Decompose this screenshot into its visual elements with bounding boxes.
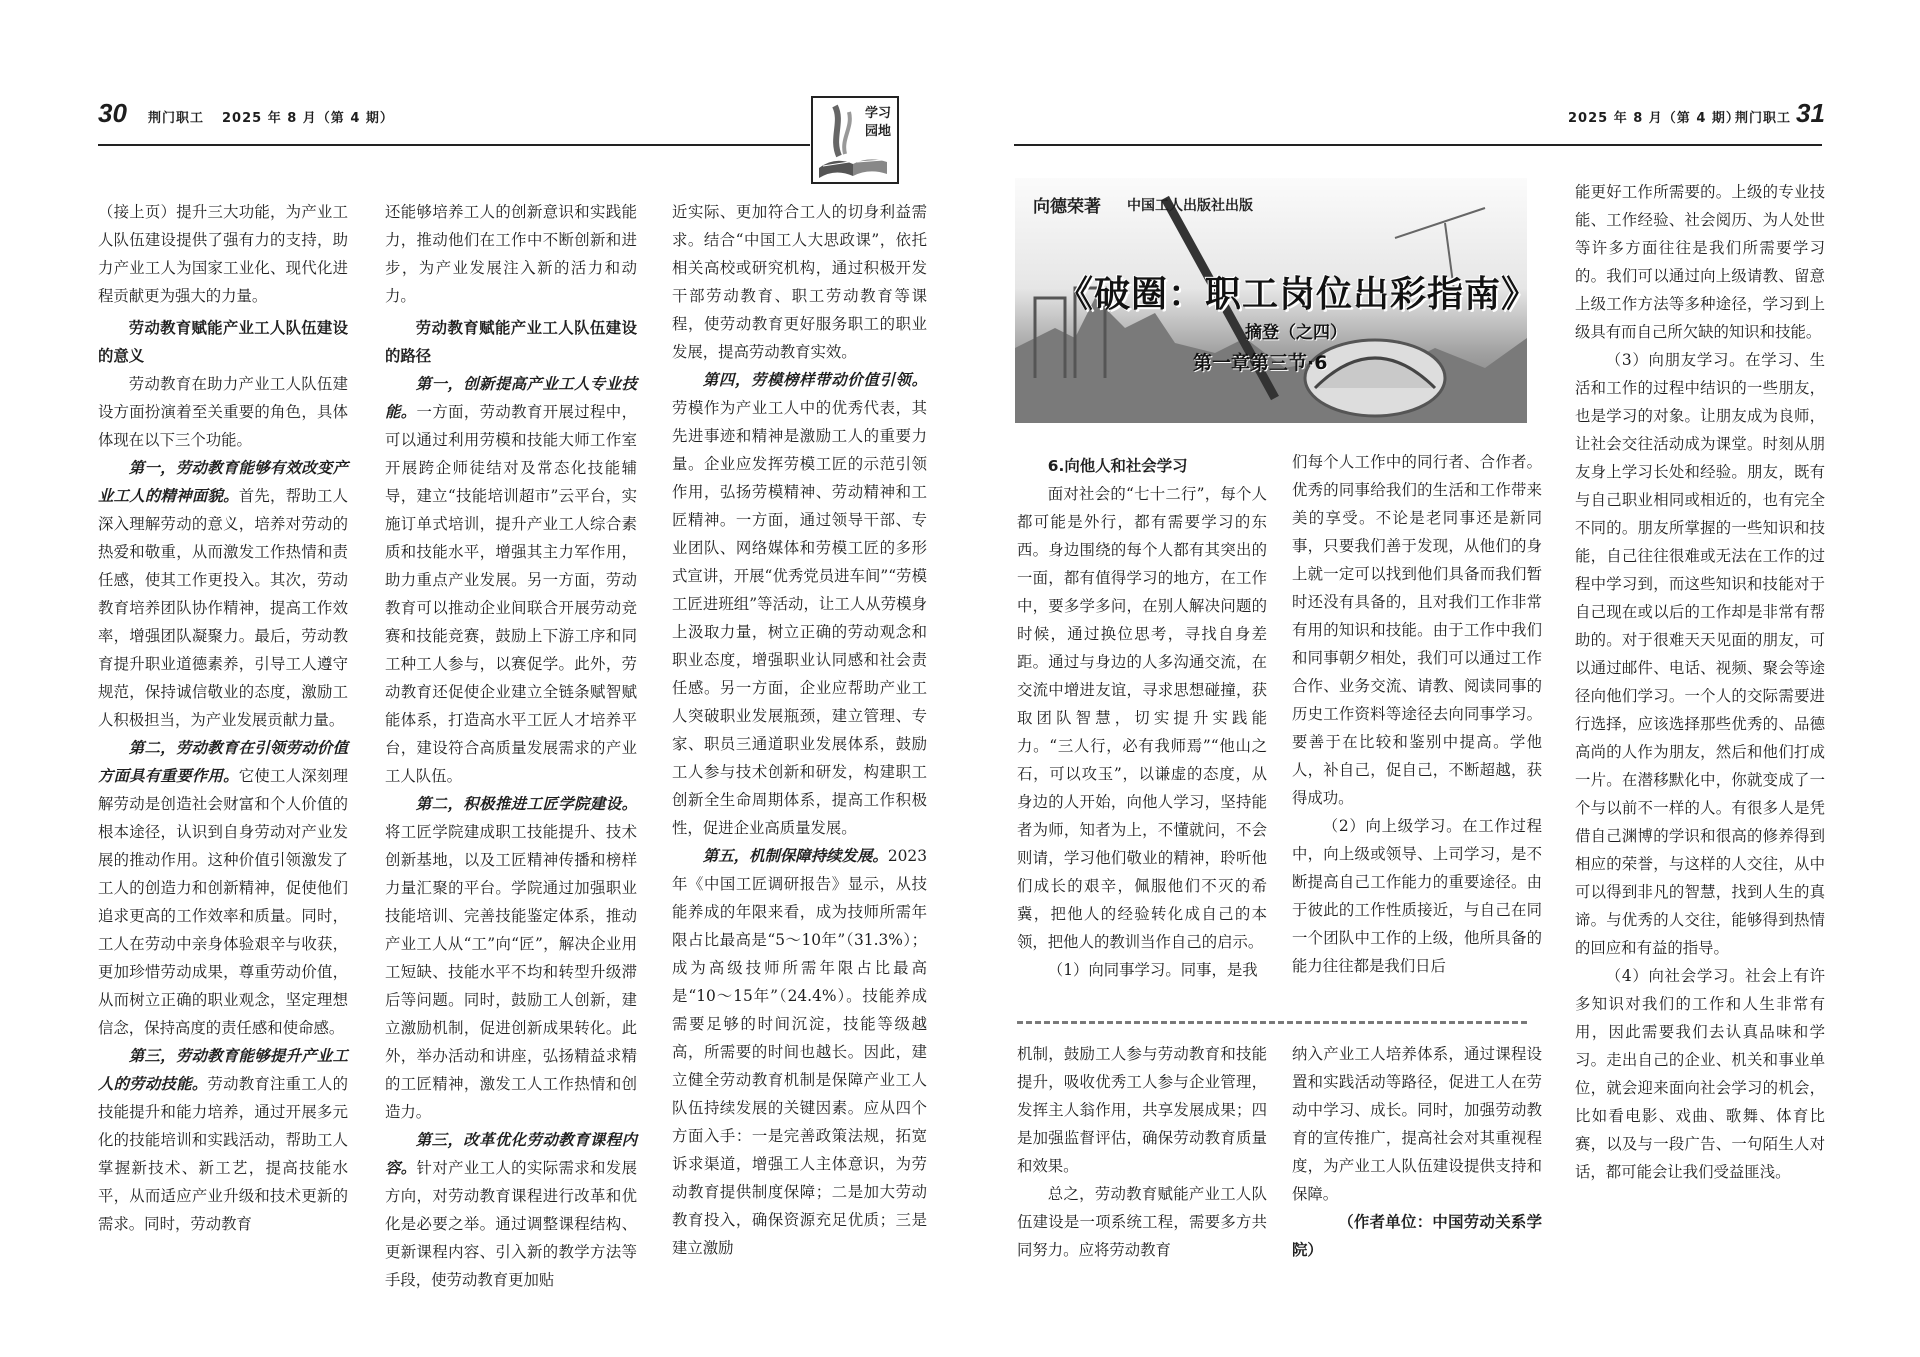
paragraph [1017, 1180, 1267, 1264]
book-banner [1015, 178, 1539, 423]
paragraph-lead: 第一，创新提高产业工人专业技能。 [385, 375, 637, 421]
header-rule-right [1014, 144, 1822, 146]
logo-line-1: 学习 [864, 106, 891, 121]
header-rule-left [98, 144, 810, 146]
paragraph [98, 734, 348, 1042]
book-excerpt-column-1 [1017, 448, 1267, 1008]
paragraph [1575, 346, 1825, 962]
paragraph [1292, 448, 1542, 812]
issue-date-left: 2025 年 8 月（第 4 期） [222, 111, 394, 126]
paragraph-text: （2）向上级学习。在工作过程中，向上级或领导、上司学习，是不断提高自己工作能力的重要途径。由于彼此的工作性质接近，与自己在同一个团队中工作的上级，他所具备的能力往往都是我们日后 [1292, 817, 1542, 975]
paragraph-lead: 第五，机制保障持续发展。 [702, 847, 888, 865]
paragraph-lead: 第一，劳动教育能够有效改变产业工人的精神面貌。 [98, 459, 348, 505]
paragraph-lead: 第二，积极推进工匠学院建设。 [415, 795, 637, 813]
book-subtitle: 摘登（之四） [1245, 323, 1347, 343]
paragraph-lead: 第三，劳动教育能够提升产业工人的劳动技能。 [98, 1047, 348, 1093]
publication-name-left: 荆门职工 [148, 111, 205, 126]
section-heading: 6.向他人和社会学习 [1047, 457, 1188, 475]
article-continuation-column-2 [1292, 1040, 1542, 1259]
paragraph [385, 198, 637, 310]
paragraph [1292, 1040, 1542, 1208]
paragraph [385, 370, 637, 790]
paragraph [672, 366, 927, 842]
paragraph-text: （3）向朋友学习。在学习、生活和工作的过程中结识的一些朋友，也是学习的对象。让朋友成为良师，让社会交往活动成为课堂。时刻从朋友身上学习长处和经验。朋友，既有与自己职业相同或相近的，也有完全不同的。朋友所掌握的一些知识和技能，自己往往很难或无法在工作的过程中学习到，而这些知识和技能对于自己现在或以后的工作却是非常有帮助的。对于很难天天见面的朋友，可以通过邮件、电话、视频、聚会等途径向他们学习。一个人的交际需要进行选择，应该选择那些优秀的、品德高尚的人作为朋友，然后和他们打成一片。在潜移默化中，你就变成了一个与以前不一样的人。有很多人是凭借自己渊博的学识和很高的修养得到相应的荣誉，与这样的人交往，从中可以得到非凡的智慧，找到人生的真谛。与优秀的人交往，能够得到热情的回应和有益的指导。 [1575, 351, 1825, 957]
article-column-3 [672, 198, 927, 1257]
paragraph [385, 790, 637, 1126]
paragraph [1017, 1040, 1267, 1180]
paragraph-lead: 第三，改革优化劳动教育课程内容。 [385, 1131, 637, 1177]
paragraph [385, 1126, 637, 1294]
paragraph [1575, 178, 1825, 346]
paragraph-text: 劳模作为产业工人中的优秀代表，其先进事迹和精神是激励工人的重要力量。企业应发挥劳模工匠的示范引领作用，弘扬劳模精神、劳动精神和工匠精神。一方面，通过领导干部、专业团队、网络媒体和劳模工匠的多形式宣讲，开展“优秀党员进车间”“劳模工匠进班组”等活动，让工人从劳模身上汲取力量，树立正确的劳动观念和职业态度，增强职业认同感和社会责任感。另一方面，企业应帮助产业工人突破职业发展瓶颈，建立管理、专家、职员三通道职业发展体系，鼓励工人参与技术创新和研发，构建职工创新全生命周期体系，提高工作积极性，促进企业高质量发展。 [672, 399, 927, 837]
paragraph-text: 面对社会的“七十二行”，每个人都可能是外行，都有需要学习的东西。身边围绕的每个人都有其突出的一面，都有值得学习的地方，在工作中，要多学多问，在别人解决问题的时候，通过换位思考，寻找自身差距。通过与身边的人多沟通交流，在交流中增进友谊，寻求思想碰撞，获取团队智慧，切实提升实践能力。“三人行，必有我师焉”“他山之石，可以攻玉”，以谦虚的态度，从身边的人开始，向他人学习，坚持能者为师，知者为上，不懂就问，不会则请，学习他们敬业的精神，聆听他们成长的艰辛，佩服他们不灭的希冀，把他人的经验转化成自己的本领，把他人的教训当作自己的启示。 [1017, 485, 1267, 951]
paragraph-lead: 第二，劳动教育在引领劳动价值方面具有重要作用。 [98, 739, 348, 785]
book-title: 《破圈：职工岗位出彩指南》 [1057, 273, 1539, 315]
paragraph [1292, 812, 1542, 980]
paragraph-text: 机制，鼓励工人参与劳动教育和技能提升，吸收优秀工人参与企业管理，发挥主人翁作用，共享发展成果；四是加强监督评估，确保劳动教育质量和效果。 [1017, 1045, 1267, 1175]
book-excerpt-column-3 [1575, 178, 1825, 1258]
paragraph-text: （接上页）提升三大功能，为产业工人队伍建设提供了强有力的支持，助力产业工人为国家工业化、现代化进程贡献更为强大的力量。 [98, 203, 348, 305]
publication-name-right: 荆门职工 [1735, 111, 1792, 126]
article-column-2 [385, 198, 637, 1289]
section-heading: 劳动教育赋能产业工人队伍建设的路径 [385, 319, 637, 365]
section-logo [811, 96, 899, 184]
paragraph-text: 劳动教育在助力产业工人队伍建设方面扮演着至关重要的角色，具体体现在以下三个功能。 [98, 375, 348, 449]
paragraph-text: （1）向同事学习。同事，是我 [1047, 961, 1258, 979]
section-divider [1017, 1021, 1527, 1024]
paragraph-text: 它使工人深刻理解劳动是创造社会财富和个人价值的根本途径，认识到自身劳动对产业发展的推动作用。这种价值引领激发了工人的创造力和创新精神，促使他们追求更高的工作效率和质量。同时，工人在劳动中亲身体验艰辛与收获，更加珍惜劳动成果，尊重劳动价值，从而树立正确的职业观念，坚定理想信念，保持高度的责任感和使命感。 [98, 767, 348, 1037]
paragraph [98, 370, 348, 454]
page-number-right: 31 [1796, 98, 1825, 128]
book-author: 向德荣著 [1033, 197, 1101, 217]
section-heading: 劳动教育赋能产业工人队伍建设的意义 [98, 319, 348, 365]
paragraph [98, 198, 348, 310]
book-chapter: 第一章第三节·6 [1193, 352, 1328, 374]
issue-date-right: 2025 年 8 月（第 4 期） [1568, 111, 1740, 126]
page-number-left: 30 [98, 98, 127, 128]
book-excerpt-column-2 [1292, 448, 1542, 1008]
paragraph-text: 一方面，劳动教育开展过程中，可以通过利用劳模和技能大师工作室开展跨企师徒结对及常态化技能辅导，建立“技能培训超市”云平台，实施订单式培训，提升产业工人综合素质和技能水平，增强其主力军作用，助力重点产业发展。另一方面，劳动教育可以推动企业间联合开展劳动竞赛和技能竞赛，鼓励上下游工序和同工种工人参与，以赛促学。此外，劳动教育还促使企业建立全链条赋智赋能体系，打造高水平工匠人才培养平台，建设符合高质量发展需求的产业工人队伍。 [385, 403, 637, 785]
paragraph-lead: 第四，劳模榜样带动价值引领。 [702, 371, 927, 389]
article-column-1 [98, 198, 348, 1253]
paragraph-text: 劳动教育注重工人的技能提升和能力培养，通过开展多元化的技能培训和实践活动，帮助工人掌握新技术、新工艺，提高技能水平，从而适应产业升级和技术更新的需求。同时，劳动教育 [98, 1075, 348, 1233]
paragraph-text: 还能够培养工人的创新意识和实践能力，推动他们在工作中不断创新和进步，为产业发展注入新的活力和动力。 [385, 203, 637, 305]
paragraph-text: 将工匠学院建成职工技能提升、技术创新基地，以及工匠精神传播和榜样力量汇聚的平台。学院通过加强职业技能培训、完善技能鉴定体系，推动产业工人从“工”向“匠”，解决企业用工短缺、技能水平不均和转型升级滞后等问题。同时，鼓励工人创新，建立激励机制，促进创新成果转化。此外，举办活动和讲座，弘扬精益求精的工匠精神，激发工人工作热情和创造力。 [385, 823, 637, 1121]
paragraph-text: （4）向社会学习。社会上有许多知识对我们的工作和人生非常有用，因此需要我们去认真品味和学习。走出自己的企业、机关和事业单位，就会迎来面向社会学习的机会，比如看电影、戏曲、歌舞、体育比赛，以及与一段广告、一句陌生人对话，都可能会让我们受益匪浅。 [1575, 967, 1825, 1181]
paragraph-text: 能更好工作所需要的。上级的专业技能、工作经验、社会阅历、为人处世等许多方面往往是我们所需要学习的。我们可以通过向上级请教、留意上级工作方法等多种途径，学习到上级具有而自己所欠缺的知识和技能。 [1575, 183, 1825, 341]
paragraph [672, 842, 927, 1262]
book-publisher: 中国工人出版社出版 [1127, 198, 1253, 214]
article-continuation-column-1 [1017, 1040, 1267, 1259]
paragraph [1017, 956, 1267, 984]
logo-line-2: 园地 [864, 124, 891, 139]
paragraph-text: 首先，帮助工人深入理解劳动的意义，培养对劳动的热爱和敬重，从而激发工作热情和责任感，使其工作更投入。其次，劳动教育培养团队协作精神，提高工作效率，增强团队凝聚力。最后，劳动教育提升职业道德素养，引导工人遵守规范，保持诚信敬业的态度，激励工人积极担当，为产业发展贡献力量。 [98, 487, 348, 729]
paragraph-text: 纳入产业工人培养体系，通过课程设置和实践活动等路径，促进工人在劳动中学习、成长。同时，加强劳动教育的宣传推广，提高社会对其重视程度，为产业工人队伍建设提供支持和保障。 [1292, 1045, 1542, 1203]
paragraph [1575, 962, 1825, 1186]
author-affiliation: （作者单位：中国劳动关系学院） [1292, 1213, 1542, 1259]
paragraph [98, 454, 348, 734]
paragraph-text: 近实际、更加符合工人的切身利益需求。结合“中国工人大思政课”，依托相关高校或研究机构，通过积极开发干部劳动教育、职工劳动教育等课程，使劳动教育更好服务职工的职业发展，提高劳动教育实效。 [672, 203, 927, 361]
paragraph-text: 们每个人工作中的同行者、合作者。优秀的同事给我们的生活和工作带来美的享受。不论是老同事还是新同事，只要我们善于发现，从他们的身上就一定可以找到他们具备而我们暂时还没有具备的，且对我们工作非常有用的知识和技能。由于工作中我们和同事朝夕相处，我们可以通过工作合作、业务交流、请教、阅读同事的历史工作资料等途径去向同事学习。要善于在比较和鉴别中提高。学他人，补自己，促自己，不断超越，获得成功。 [1292, 453, 1542, 807]
paragraph [672, 198, 927, 366]
paragraph-text: 2023年《中国工匠调研报告》显示，从技能养成的年限来看，成为技师所需年限占比最高是“5～10年”（31.3%）；成为高级技师所需年限占比最高是“10～15年”（24.4%）。技能养成需要足够的时间沉淀，技能等级越高，所需要的时间也越长。因此，建立健全劳动教育机制是保障产业工人队伍持续发展的关键因素。应从四个方面入手：一是完善政策法规，拓宽诉求渠道，增强工人主体意识，为劳动教育提供制度保障；二是加大劳动教育投入，确保资源充足优质；三是建立激励 [672, 847, 927, 1257]
paragraph-text: 总之，劳动教育赋能产业工人队伍建设是一项系统工程，需要多方共同努力。应将劳动教育 [1017, 1185, 1267, 1259]
paragraph [98, 1042, 348, 1238]
paragraph-text: 针对产业工人的实际需求和发展方向，对劳动教育课程进行改革和优化是必要之举。通过调整课程结构、更新课程内容、引入新的教学方法等手段，使劳动教育更加贴 [385, 1159, 637, 1289]
paragraph [1017, 480, 1267, 956]
